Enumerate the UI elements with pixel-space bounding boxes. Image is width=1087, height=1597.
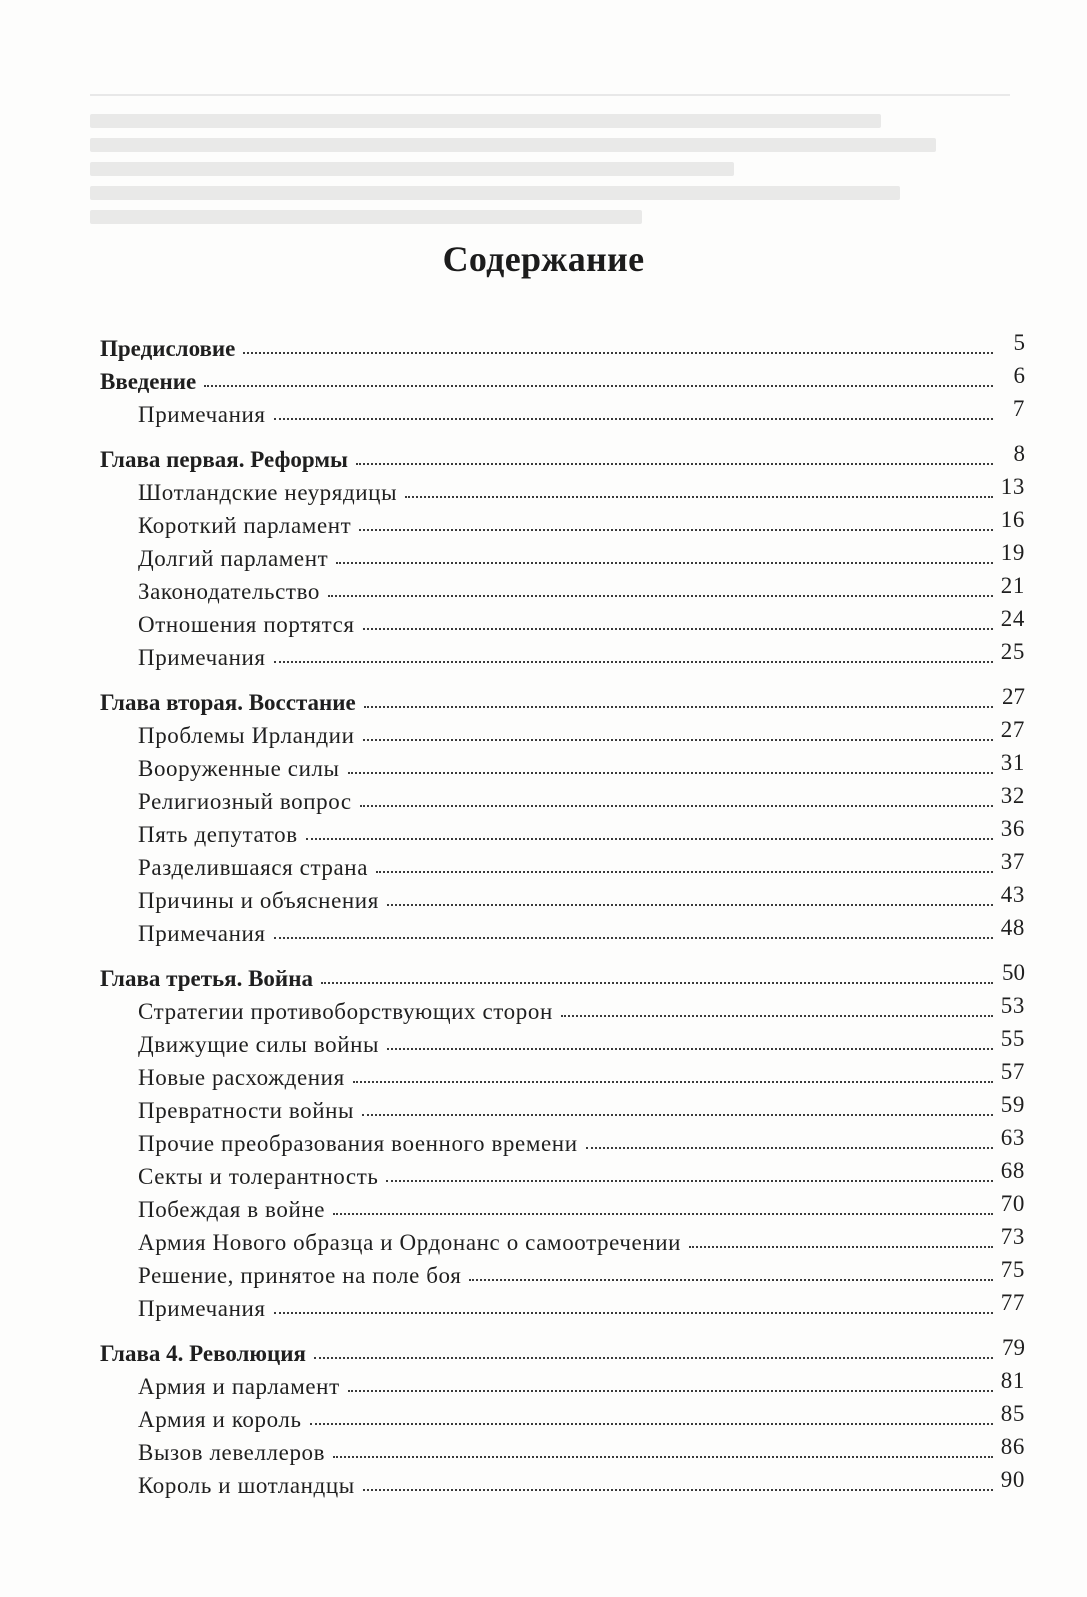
toc-page-number: 79	[1002, 1335, 1025, 1360]
toc-subsection-entry	[100, 608, 1025, 641]
dot-leader	[204, 375, 993, 387]
dot-leader	[689, 1236, 993, 1248]
table-of-contents	[100, 332, 1025, 1502]
dot-leader	[387, 894, 993, 906]
toc-page-number: 36	[1000, 816, 1025, 841]
toc-entry-label: Решение, принятое на поле боя	[138, 1263, 462, 1288]
toc-entry-label: Армия и король	[138, 1407, 302, 1432]
dot-leader	[363, 1479, 993, 1491]
toc-entry-label: Секты и толерантность	[138, 1164, 379, 1189]
toc-entry-label: Пять депутатов	[138, 822, 298, 847]
toc-entry-label: Отношения портятся	[138, 612, 355, 637]
toc-entry-label: Превратности войны	[138, 1098, 355, 1123]
toc-page-number: 13	[1000, 474, 1025, 499]
toc-entry-label: Законодательство	[138, 579, 320, 604]
dot-leader	[353, 1071, 993, 1083]
dot-leader	[363, 729, 993, 741]
toc-page-number: 86	[1000, 1434, 1025, 1459]
toc-subsection-entry	[100, 476, 1025, 509]
dot-leader	[561, 1005, 993, 1017]
toc-entry-label: Движущие силы войны	[138, 1032, 380, 1057]
bleed-through-line	[90, 138, 936, 152]
toc-subsection-entry	[100, 575, 1025, 608]
dot-leader	[274, 927, 993, 939]
dot-leader	[376, 861, 993, 873]
toc-entry-label: Примечания	[138, 921, 266, 946]
dot-leader	[364, 696, 993, 708]
toc-subsection-entry	[100, 1259, 1025, 1292]
dot-leader	[348, 762, 993, 774]
toc-page-number: 25	[1000, 639, 1025, 664]
toc-entry-label: Проблемы Ирландии	[138, 723, 355, 748]
toc-page-number: 6	[1013, 363, 1025, 388]
dot-leader	[360, 795, 993, 807]
toc-page-number: 81	[1000, 1368, 1025, 1393]
toc-page-number: 48	[1000, 915, 1025, 940]
toc-chapter-entry	[100, 365, 1025, 398]
toc-chapter-entry	[100, 1337, 1025, 1370]
toc-subsection-entry	[100, 1094, 1025, 1127]
toc-entry-label: Новые расхождения	[138, 1065, 345, 1090]
toc-entry-label: Примечания	[138, 1296, 266, 1321]
toc-page-number: 75	[1000, 1257, 1025, 1282]
dot-leader	[386, 1170, 993, 1182]
toc-entry-label: Стратегии противоборствующих сторон	[138, 999, 553, 1024]
toc-subsection-entry	[100, 785, 1025, 818]
dot-leader	[333, 1203, 993, 1215]
toc-page-number: 31	[1000, 750, 1025, 775]
toc-subsection-entry	[100, 818, 1025, 851]
toc-entry-label: Побеждая в войне	[138, 1197, 326, 1222]
toc-entry-label: Шотландские неурядицы	[138, 480, 398, 505]
toc-subsection-entry	[100, 1061, 1025, 1094]
dot-leader	[314, 1347, 993, 1359]
toc-subsection-entry	[100, 542, 1025, 575]
section-gap	[100, 950, 1025, 962]
toc-subsection-entry	[100, 1193, 1025, 1226]
dot-leader	[348, 1380, 993, 1392]
toc-page-number: 70	[1000, 1191, 1025, 1216]
toc-page-number: 7	[1012, 396, 1025, 421]
dot-leader	[310, 1413, 993, 1425]
dot-leader	[333, 1446, 993, 1458]
toc-page-number: 32	[1000, 783, 1025, 808]
toc-chapter-entry	[100, 443, 1025, 476]
dot-leader	[356, 453, 993, 465]
toc-subsection-entry	[100, 917, 1025, 950]
toc-page-number: 57	[1000, 1059, 1025, 1084]
toc-entry-label: Глава третья. Война	[100, 966, 313, 991]
toc-entry-label: Король и шотландцы	[138, 1473, 355, 1498]
dot-leader	[362, 1104, 993, 1116]
toc-subsection-entry	[100, 398, 1025, 431]
toc-page-number: 24	[1000, 606, 1025, 631]
dot-leader	[363, 618, 993, 630]
toc-page-number: 90	[1000, 1467, 1025, 1492]
toc-entry-label: Причины и объяснения	[138, 888, 379, 913]
toc-subsection-entry	[100, 995, 1025, 1028]
toc-entry-label: Религиозный вопрос	[138, 789, 352, 814]
toc-page-number: 73	[1000, 1224, 1025, 1249]
toc-entry-label: Армия и парламент	[138, 1374, 340, 1399]
dot-leader	[405, 486, 993, 498]
dot-leader	[274, 1302, 993, 1314]
toc-subsection-entry	[100, 1226, 1025, 1259]
bleed-through-line	[90, 162, 734, 176]
toc-page-number: 21	[1000, 573, 1025, 598]
dot-leader	[359, 519, 993, 531]
dot-leader	[243, 342, 993, 354]
toc-entry-label: Долгий парламент	[138, 546, 329, 571]
toc-page-number: 68	[1000, 1158, 1025, 1183]
toc-page-number: 8	[1013, 441, 1025, 466]
page-title: Содержание	[442, 239, 645, 279]
toc-page-number: 53	[1000, 993, 1025, 1018]
toc-entry-label: Примечания	[138, 645, 266, 670]
toc-page-number: 50	[1002, 960, 1025, 985]
toc-subsection-entry	[100, 1292, 1025, 1325]
toc-chapter-entry	[100, 962, 1025, 995]
dot-leader	[387, 1038, 993, 1050]
toc-entry-label: Предисловие	[100, 336, 236, 361]
toc-subsection-entry	[100, 1436, 1025, 1469]
toc-subsection-entry	[100, 1469, 1025, 1502]
toc-subsection-entry	[100, 884, 1025, 917]
bleed-through-line	[90, 186, 900, 200]
toc-page-number: 5	[1013, 330, 1025, 355]
section-gap	[100, 1325, 1025, 1337]
toc-subsection-entry	[100, 1127, 1025, 1160]
toc-page-number: 19	[1000, 540, 1025, 565]
toc-entry-label: Глава вторая. Восстание	[100, 690, 356, 715]
dot-leader	[306, 828, 993, 840]
toc-entry-label: Глава первая. Реформы	[100, 447, 348, 472]
toc-entry-label: Введение	[100, 369, 197, 394]
dot-leader	[586, 1137, 993, 1149]
bleed-through-rule	[90, 94, 1010, 96]
toc-page-number: 37	[1000, 849, 1025, 874]
toc-chapter-entry	[100, 332, 1025, 365]
toc-page-number: 55	[1000, 1026, 1025, 1051]
toc-subsection-entry	[100, 752, 1025, 785]
toc-entry-label: Прочие преобразования военного времени	[138, 1131, 578, 1156]
section-gap	[100, 674, 1025, 686]
dot-leader	[274, 651, 993, 663]
toc-subsection-entry	[100, 1370, 1025, 1403]
toc-chapter-entry	[100, 686, 1025, 719]
toc-entry-label: Вызов левеллеров	[138, 1440, 326, 1465]
toc-page-number: 59	[1000, 1092, 1025, 1117]
toc-page-number: 16	[1000, 507, 1025, 532]
toc-subsection-entry	[100, 509, 1025, 542]
toc-entry-label: Армия Нового образца и Ордонанс о самоотречении	[138, 1230, 682, 1255]
toc-page-number: 27	[1000, 717, 1025, 742]
toc-entry-label: Короткий парламент	[138, 513, 352, 538]
toc-subsection-entry	[100, 719, 1025, 752]
toc-subsection-entry	[100, 1403, 1025, 1436]
dot-leader	[274, 408, 993, 420]
toc-page-number: 43	[1000, 882, 1025, 907]
dot-leader	[336, 552, 993, 564]
dot-leader	[469, 1269, 993, 1281]
section-gap	[100, 431, 1025, 443]
bleed-through-line	[90, 114, 881, 128]
dot-leader	[321, 972, 993, 984]
toc-subsection-entry	[100, 851, 1025, 884]
toc-subsection-entry	[100, 1160, 1025, 1193]
toc-entry-label: Вооруженные силы	[138, 756, 340, 781]
toc-subsection-entry	[100, 641, 1025, 674]
toc-entry-label: Примечания	[138, 402, 266, 427]
toc-subsection-entry	[100, 1028, 1025, 1061]
toc-entry-label: Глава 4. Революция	[100, 1341, 306, 1366]
bleed-through-line	[90, 210, 642, 224]
bleed-through-text	[90, 60, 1010, 320]
toc-entry-label: Разделившаяся страна	[138, 855, 369, 880]
dot-leader	[328, 585, 993, 597]
toc-page-number: 85	[1000, 1401, 1025, 1426]
toc-page-number: 27	[1002, 684, 1025, 709]
toc-page-number: 63	[1000, 1125, 1025, 1150]
toc-page-number: 77	[1000, 1290, 1025, 1315]
